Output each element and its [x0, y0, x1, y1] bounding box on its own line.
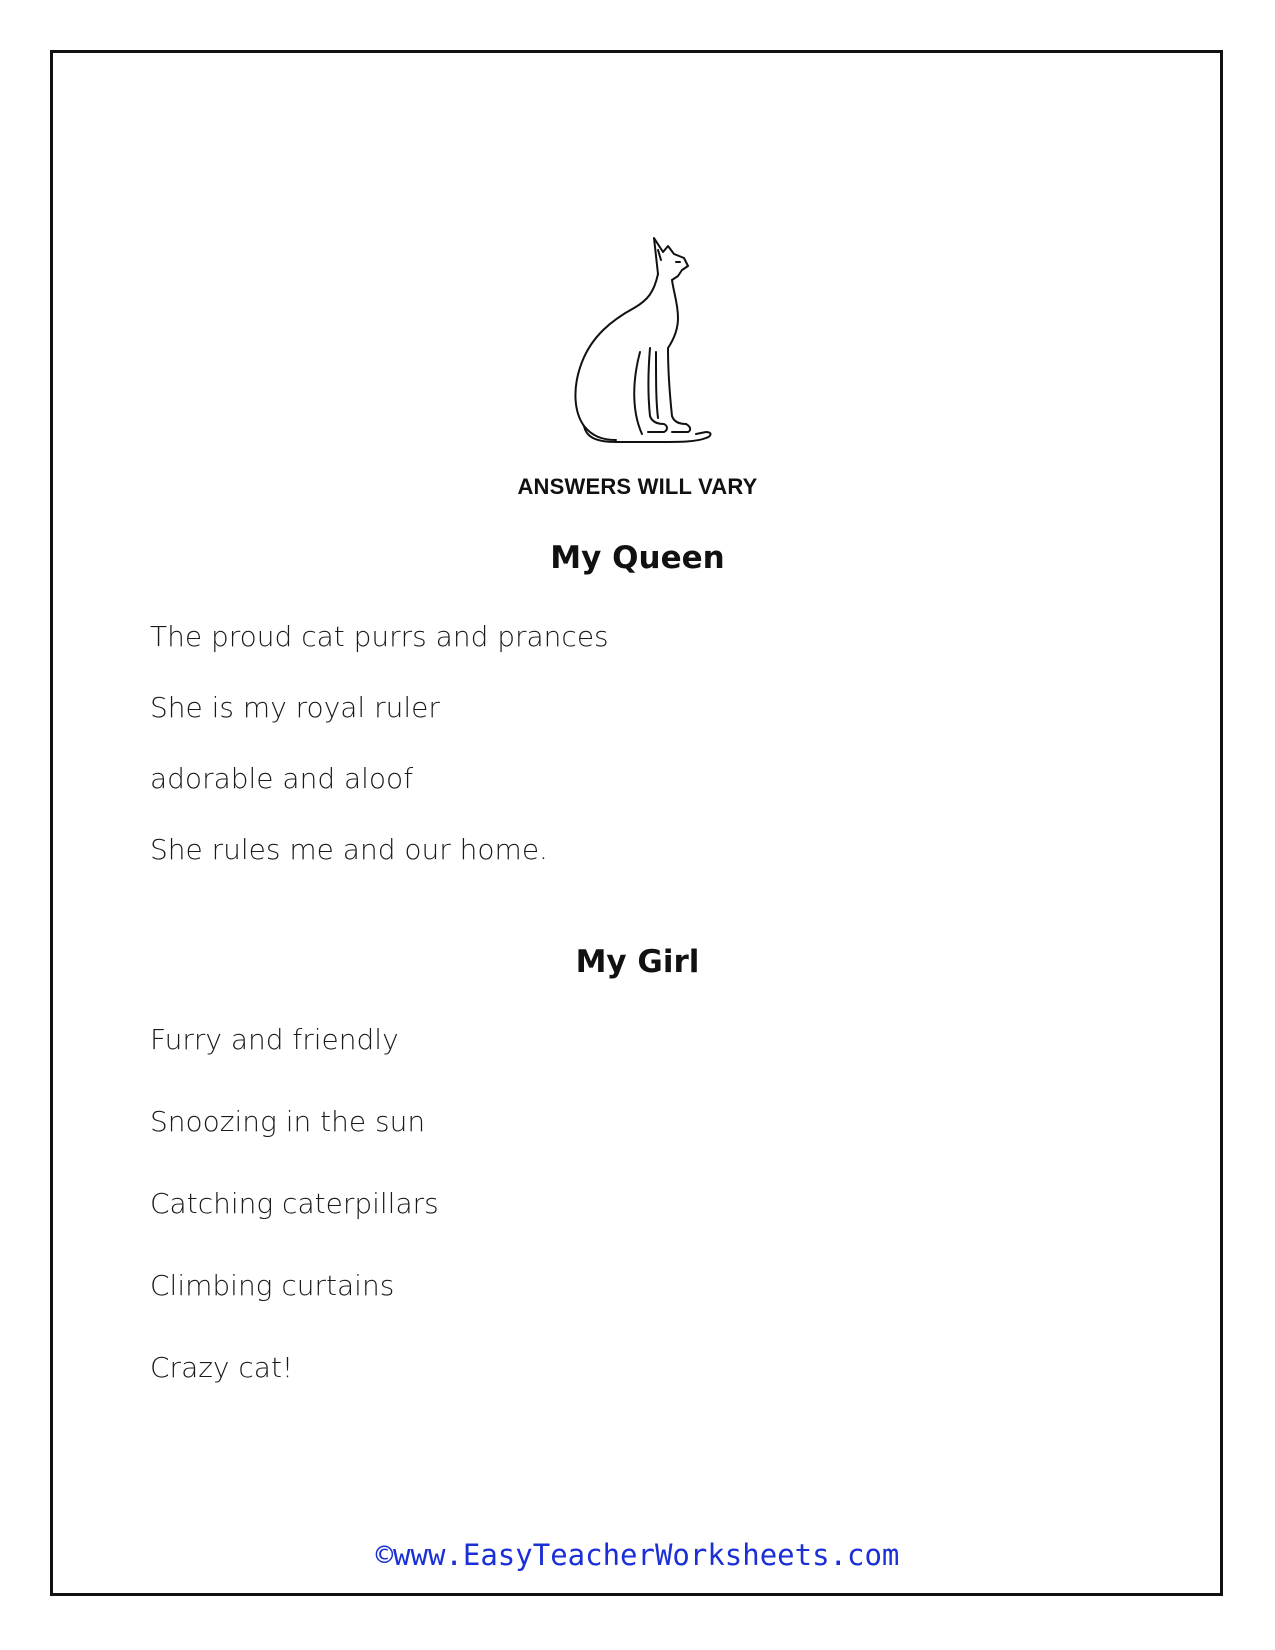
answers-will-vary-note: ANSWERS WILL VARY: [517, 474, 758, 499]
poem-line: She is my royal ruler: [150, 691, 440, 724]
copyright-link[interactable]: ©www.EasyTeacherWorksheets.com: [375, 1538, 900, 1572]
poem-line: She rules me and our home.: [150, 833, 548, 866]
poem-line: Furry and friendly: [150, 1023, 399, 1056]
poem-title-my-girl: My Girl: [575, 944, 700, 980]
poem-line: Climbing curtains: [150, 1269, 395, 1302]
sitting-cat-icon: [568, 232, 718, 462]
poem-line: Crazy cat!: [150, 1351, 294, 1384]
poem-line: Catching caterpillars: [150, 1187, 439, 1220]
poem-title-my-queen: My Queen: [550, 540, 725, 576]
poem-line: Snoozing in the sun: [150, 1105, 426, 1138]
poem-line: The proud cat purrs and prances: [150, 620, 609, 653]
poem-line: adorable and aloof: [150, 762, 414, 795]
